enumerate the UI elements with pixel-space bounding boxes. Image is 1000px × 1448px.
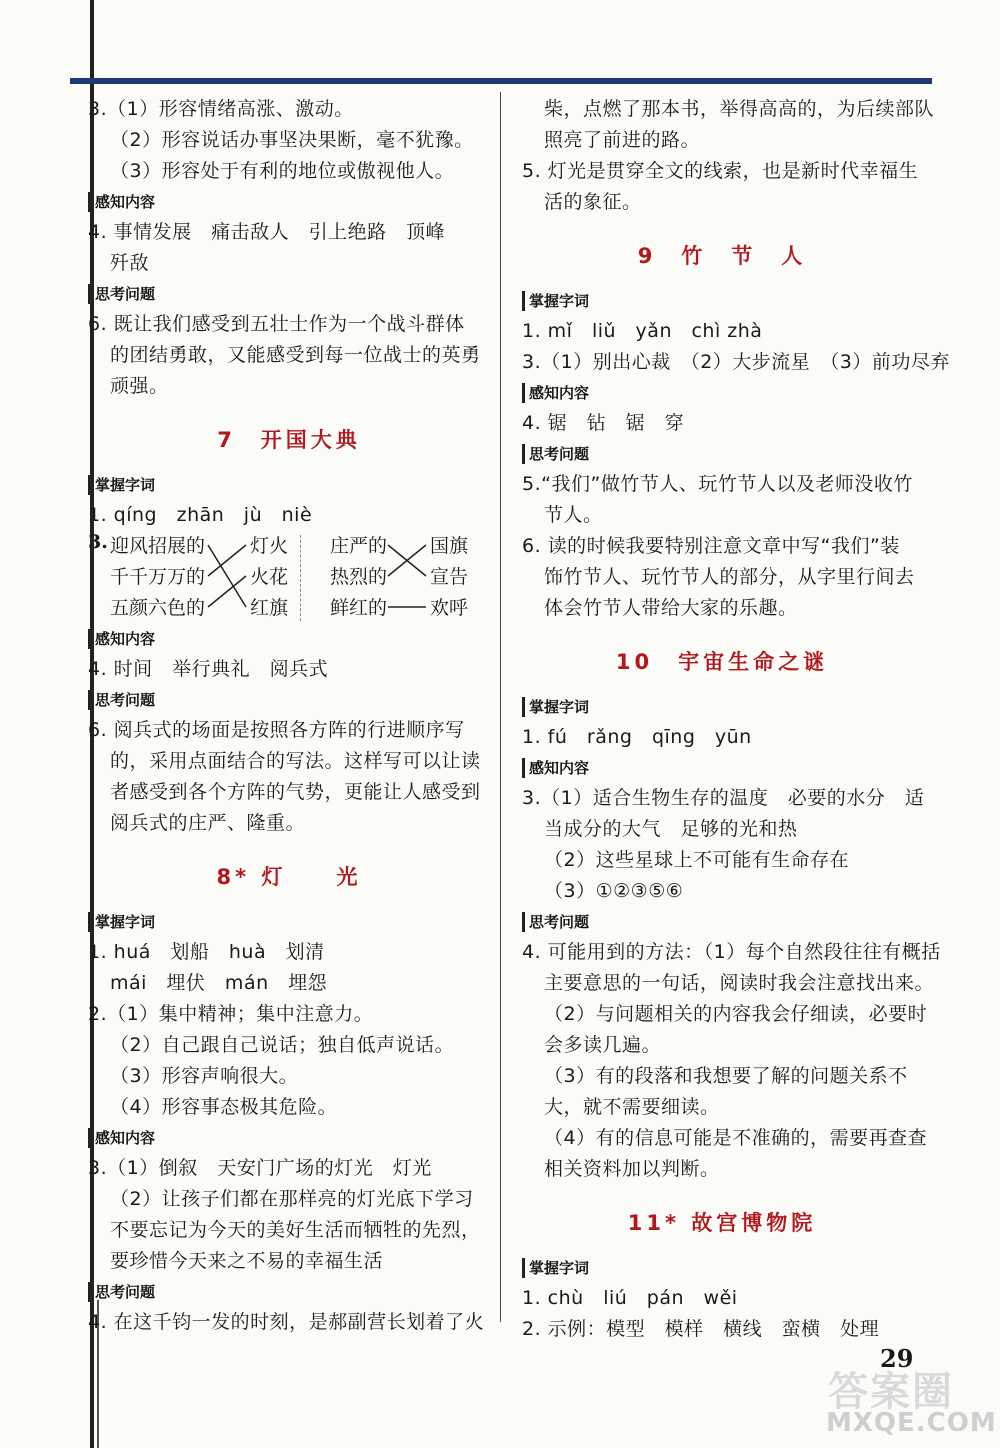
answer-line: （2）形容说话办事坚决果断，毫不犹豫。 [110, 129, 474, 151]
section-tag: 掌握字词 [522, 697, 593, 717]
section-tag: 掌握字词 [522, 1258, 593, 1278]
section-tag: 感知内容 [88, 629, 159, 649]
answer-line: 的，采用点面结合的写法。这样写可以让读 [110, 750, 481, 772]
lesson-title: 9 竹 节 人 [637, 244, 807, 268]
match-left-word: 迎风招展的 [110, 535, 206, 557]
answer-line: 4. 时间 举行典礼 阅兵式 [88, 658, 329, 680]
match-line [208, 576, 246, 607]
answer-line: 节人。 [544, 504, 603, 526]
answer-line: 活的象征。 [544, 191, 642, 213]
section-tag: 感知内容 [522, 758, 593, 778]
answer-line: 要珍惜今天来之不易的幸福生活 [110, 1250, 384, 1272]
answer-line: （3）形容声响很大。 [110, 1065, 299, 1087]
answer-line: 5.“我们”做竹节人、玩竹节人以及老师没收竹 [522, 473, 913, 495]
column-divider [500, 92, 501, 1322]
answer-line: （2）这些星球上不可能有生命存在 [544, 849, 850, 871]
answer-line: 柴，点燃了那本书，举得高高的，为后续部队 [544, 98, 935, 120]
answer-line: （2）让孩子们都在那样亮的灯光底下学习 [110, 1188, 474, 1210]
match-left-word: 五颜六色的 [110, 597, 206, 619]
answer-line: 1. huá 划船 huà 划清 [88, 941, 325, 963]
answer-line: 歼敌 [110, 252, 150, 274]
match-left-word: 庄严的 [330, 535, 388, 557]
answer-line: 1. qíng zhān jù niè [88, 504, 313, 526]
top-rule [70, 78, 932, 84]
match-right-word: 宣告 [430, 566, 469, 588]
section-tag: 感知内容 [88, 1128, 159, 1148]
match-lines [88, 531, 490, 624]
answer-line: 当成分的大气 足够的光和热 [544, 818, 798, 840]
answer-line: （4）形容事态极其危险。 [110, 1096, 338, 1118]
answer-line: 顽强。 [110, 375, 169, 397]
section-tag: 感知内容 [522, 383, 593, 403]
answer-line: 主要意思的一句话，阅读时我会注意找出来。 [544, 972, 935, 994]
section-tag: 感知内容 [88, 192, 159, 212]
lesson-title: 11* 故宫博物院 [627, 1211, 817, 1235]
answer-line: 3.（1）形容情绪高涨、激动。 [88, 98, 354, 120]
answer-line: 5. 灯光是贯穿全文的线索，也是新时代幸福生 [522, 160, 919, 182]
match-right-word: 欢呼 [430, 597, 469, 619]
lesson-title: 8* 灯 光 [216, 865, 362, 889]
right-column [522, 94, 950, 1345]
answer-line: 3.（1）倒叙 天安门广场的灯光 灯光 [88, 1157, 432, 1179]
section-tag: 思考问题 [522, 444, 593, 464]
watermark-url: MXQE.COM [826, 1408, 997, 1438]
answer-line: 者感受到各个方阵的气势，更能让人感受到 [110, 781, 481, 803]
match-line [208, 545, 246, 607]
answer-line: 3.（1）适合生物生存的温度 必要的水分 适 [522, 787, 925, 809]
match-line [208, 545, 246, 576]
answer-line: 4. 在这千钧一发的时刻，是郝副营长划着了火 [88, 1311, 485, 1333]
answer-line: 4. 事情发展 痛击敌人 引上绝路 顶峰 [88, 221, 446, 243]
match-left-word: 热烈的 [330, 566, 388, 588]
answer-line: 6. 读的时候我要特别注意文章中写“我们”装 [522, 535, 900, 557]
answer-line: 6. 阅兵式的场面是按照各方阵的行进顺序写 [88, 719, 465, 741]
answer-line: （3）①②③⑤⑥ [544, 880, 684, 902]
section-tag: 掌握字词 [88, 475, 159, 495]
answer-line: 相关资料加以判断。 [544, 1158, 720, 1180]
section-tag: 思考问题 [88, 284, 159, 304]
match-right-word: 国旗 [430, 535, 469, 557]
item-number: 3. [88, 531, 108, 553]
section-tag: 掌握字词 [88, 912, 159, 932]
answer-line: 3.（1）别出心裁 （2）大步流星 （3）前功尽弃 [522, 351, 950, 373]
section-tag: 思考问题 [88, 1282, 159, 1302]
match-left-word: 鲜红的 [330, 597, 388, 619]
answer-line: 2. 示例：模型 模样 横线 蛮横 处理 [522, 1318, 880, 1340]
answer-line: 4. 可能用到的方法：（1）每个自然段往往有概括 [522, 941, 941, 963]
answer-line: 照亮了前进的路。 [544, 129, 701, 151]
lesson-title: 10 宇宙生命之谜 [615, 650, 829, 674]
answer-line: 6. 既让我们感受到五壮士作为一个战斗群体 [88, 313, 465, 335]
answer-line: 大，就不需要细读。 [544, 1096, 720, 1118]
watermark-logo: 答案圈 [828, 1369, 954, 1415]
answer-line: 体会竹节人带给大家的乐趣。 [544, 597, 798, 619]
match-right-word: 红旗 [250, 597, 289, 619]
answer-line: 阅兵式的庄严、隆重。 [110, 812, 306, 834]
page-number: 29 [880, 1344, 914, 1373]
answer-line: （2）自己跟自己说话；独自低声说话。 [110, 1034, 455, 1056]
answer-line: 1. mǐ liǔ yǎn chì zhà [522, 320, 763, 342]
answer-line: （3）有的段落和我想要了解的问题关系不 [544, 1065, 908, 1087]
answer-line: 1. fú rǎng qīng yūn [522, 726, 752, 748]
answer-line: 2.（1）集中精神；集中注意力。 [88, 1003, 374, 1025]
answer-line: 的团结勇敢，又能感受到每一位战士的英勇 [110, 344, 481, 366]
answer-line: mái 埋伏 mán 埋怨 [110, 972, 328, 994]
answer-line: 1. chù liú pán wěi [522, 1287, 738, 1309]
answer-line: （3）形容处于有利的地位或傲视他人。 [110, 160, 455, 182]
answer-line: （2）与问题相关的内容我会仔细读，必要时 [544, 1003, 928, 1025]
left-column [88, 94, 490, 1338]
answer-line: 饰竹节人、玩竹节人的部分，从字里行间去 [544, 566, 915, 588]
match-right-word: 灯火 [250, 535, 289, 557]
lesson-title: 7 开国大典 [217, 428, 361, 452]
match-right-word: 火花 [250, 566, 289, 588]
answer-line: 不要忘记为今天的美好生活而牺牲的先烈， [110, 1219, 481, 1241]
match-left-word: 千千万万的 [110, 566, 206, 588]
word-matching-exercise [88, 531, 490, 624]
answer-line: 4. 锯 钻 锯 穿 [522, 412, 685, 434]
answer-line: 会多读几遍。 [544, 1034, 662, 1056]
section-tag: 掌握字词 [522, 291, 593, 311]
answer-line: （4）有的信息可能是不准确的，需要再查查 [544, 1127, 928, 1149]
section-tag: 思考问题 [88, 690, 159, 710]
section-tag: 思考问题 [522, 912, 593, 932]
